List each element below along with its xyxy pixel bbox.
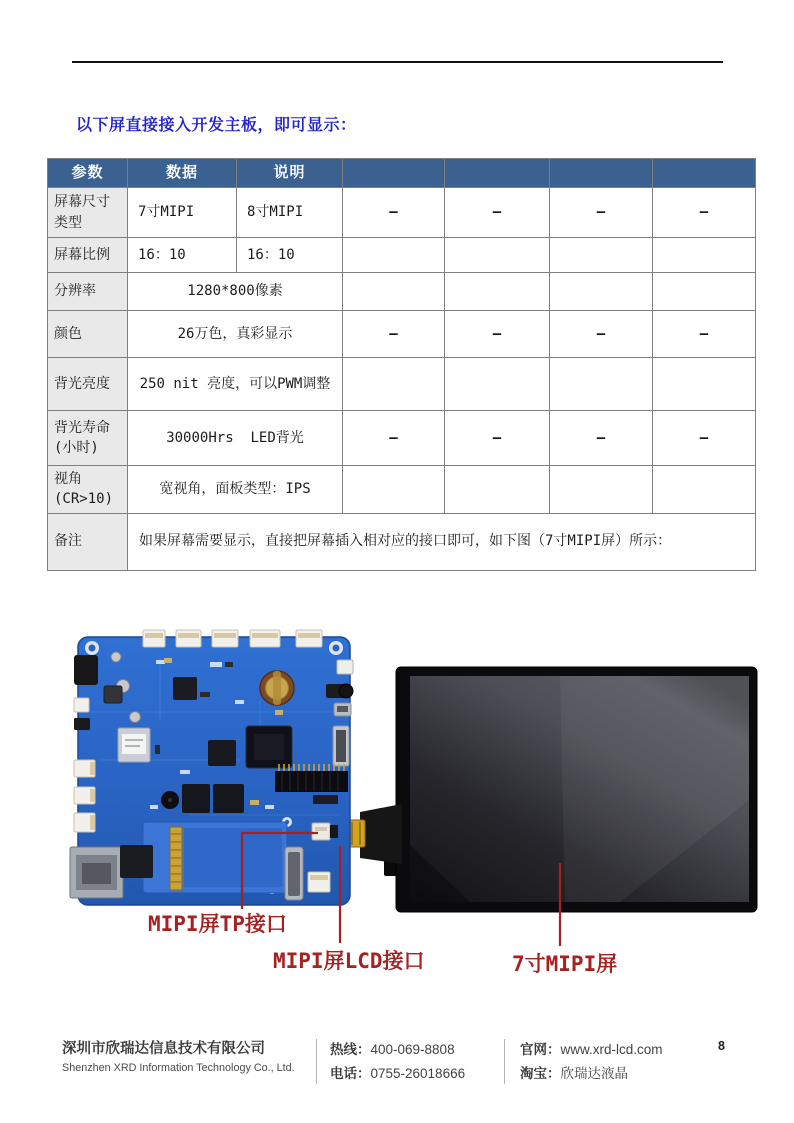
cell-dash: – [550,311,653,358]
tp-connector [312,823,338,840]
cell-empty [445,466,550,514]
cell-merged: 宽视角，面板类型：IPS [128,466,343,514]
ethernet-port [70,847,123,898]
header-empty-2 [445,159,550,188]
cell-dash: – [445,188,550,238]
cell-data: 16：10 [128,238,237,273]
table-row-aspect-ratio [48,238,756,273]
cell-empty [343,273,445,311]
spec-table [47,158,756,571]
dev-board [70,630,353,905]
cell-empty [445,238,550,273]
table-row-resolution [48,273,756,311]
phone-label: 电话： [330,1066,371,1081]
cell-merged: 1280*800像素 [128,273,343,311]
cell-merged: 250 nit 亮度，可以PWM调整 [128,358,343,411]
footer-divider [504,1039,505,1084]
company-name-en: Shenzhen XRD Information Technology Co., Ltd. [62,1062,295,1074]
table-header-row [48,159,756,188]
intro-text: 以下屏直接接入开发主板，即可显示： [76,115,357,134]
header-empty-3 [550,159,653,188]
footer-divider [316,1039,317,1084]
header-param: 参数 [48,159,128,188]
audio-jack [326,684,353,698]
website-url: www.xrd-lcd.com [560,1042,663,1057]
tp-driver-chip [330,825,338,838]
emmc-chip [120,845,153,878]
cell-dash: – [445,311,550,358]
lcd-screen [384,667,757,912]
taobao-line [520,1062,628,1082]
phone-number: 0755-26018666 [370,1066,466,1081]
cell-dash: – [550,411,653,466]
cell-empty [445,273,550,311]
table-row-screen-size [48,188,756,238]
coin-battery [260,671,294,705]
soc-chip [246,726,292,768]
mipi-screen-label: 7寸MIPI屏 [512,952,618,976]
table-row-viewing-angle [48,466,756,514]
cell-dash: – [653,188,756,238]
header-empty-4 [653,159,756,188]
page-footer [62,1036,742,1088]
lcd-connector-label: MIPI屏LCD接口 [273,949,425,973]
cell-data: 7寸MIPI [128,188,237,238]
website-label: 官网： [520,1042,561,1057]
table-row-color [48,311,756,358]
row-label: 背光寿命(小时) [48,411,128,466]
hdmi-port [285,847,303,900]
cell-empty [653,466,756,514]
cell-note: 如果屏幕需要显示，直接把屏幕插入相对应的接口即可，如下图（7寸MIPI屏）所示： [128,513,756,570]
cell-empty [550,273,653,311]
phone-line [330,1062,465,1082]
cell-empty [653,358,756,411]
cell-empty [653,273,756,311]
cell-empty [343,466,445,514]
header-desc: 说明 [237,159,343,188]
row-label: 分辨率 [48,273,128,311]
cell-dash: – [343,411,445,466]
cell-empty [653,238,756,273]
page-number: 8 [718,1039,725,1053]
hotline-line [330,1038,455,1058]
lvds-connector [333,726,349,766]
cell-empty [550,466,653,514]
ram-chip [213,784,244,813]
row-label: 屏幕尺寸类型 [48,188,128,238]
cell-dash: – [343,188,445,238]
pmic-chip [208,740,236,766]
row-label: 视角(CR>10) [48,466,128,514]
cell-empty [445,358,550,411]
flex-cable-black [360,804,402,864]
row-label: 屏幕比例 [48,238,128,273]
hotline-number: 400-069-8808 [370,1042,455,1057]
taobao-label: 淘宝： [520,1066,561,1081]
cell-empty [550,238,653,273]
taobao-name: 欣瑞达液晶 [560,1066,628,1081]
table-row-backlight-brightness [48,358,756,411]
cell-empty [550,358,653,411]
row-label: 背光亮度 [48,358,128,411]
header-empty-1 [343,159,445,188]
jst-connector-right [337,660,353,674]
cell-dash: – [653,411,756,466]
cell-empty [343,238,445,273]
website-line [520,1038,663,1058]
row-label: 颜色 [48,311,128,358]
company-name-cn: 深圳市欣瑞达信息技术有限公司 [62,1041,265,1057]
dc-jack [74,655,98,685]
table-row-backlight-life [48,411,756,466]
header-rule [72,61,723,63]
wifi-module [118,728,150,762]
power-inductor [104,686,122,703]
cell-dash: – [343,311,445,358]
ram-chip [182,784,210,813]
micro-usb-port [334,703,351,716]
cell-empty [343,358,445,411]
tp-connector-label: MIPI屏TP接口 [148,912,287,936]
soic-chip [313,795,338,804]
cell-dash: – [550,188,653,238]
board-screen-figure [60,600,770,1020]
cell-desc: 8寸MIPI [237,188,343,238]
qfn-chip [173,677,197,700]
hotline-label: 热线： [330,1042,371,1057]
header-data: 数据 [128,159,237,188]
cell-merged: 26万色，真彩显示 [128,311,343,358]
jst-connector-bottom [308,872,330,892]
cell-merged: 30000Hrs LED背光 [128,411,343,466]
cell-dash: – [653,311,756,358]
cell-dash: – [445,411,550,466]
table-row-remark [48,513,756,570]
cell-desc: 16：10 [237,238,343,273]
row-label: 备注 [48,513,128,570]
